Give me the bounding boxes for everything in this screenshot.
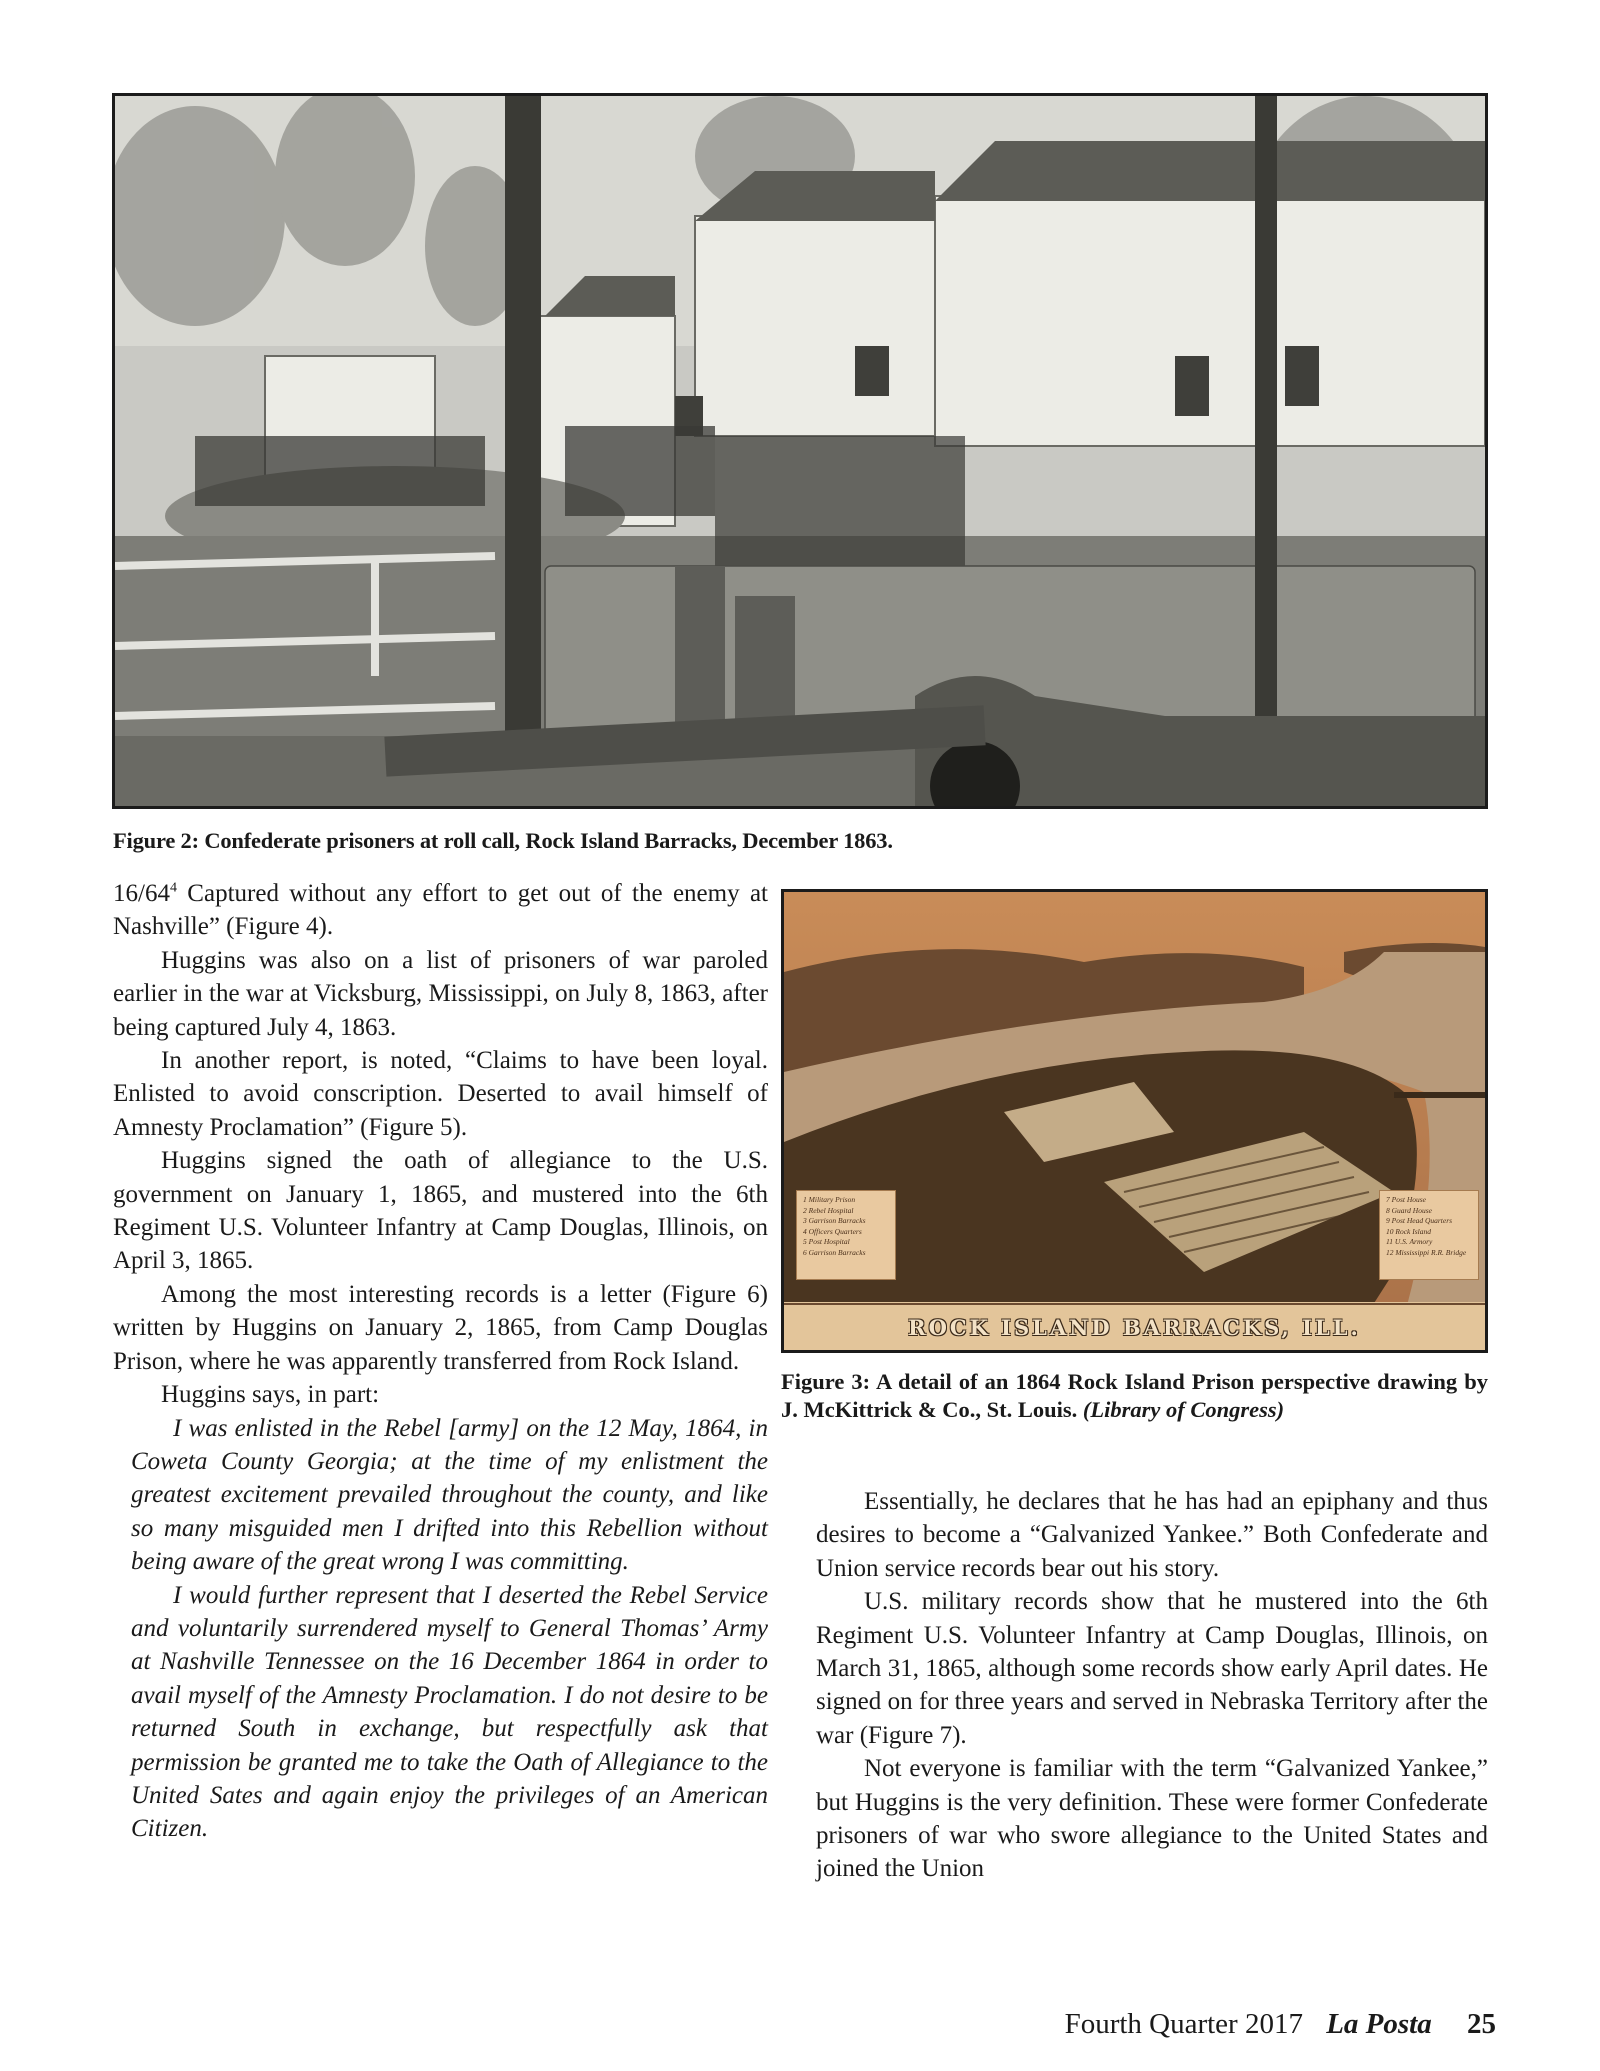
roll-call-photo-illustration <box>115 96 1485 806</box>
paragraph: Huggins was also on a list of prisoners of war paroled earlier in the war at Vicksburg, Mississippi, on July 8, 1863, after being captured July 4, 1863. <box>113 946 768 1041</box>
paragraph: Among the most interesting records is a letter (Figure 6) written by Huggins on January 2, 1865, from Camp Douglas Prison, where he was apparently transferred from Rock Island. <box>113 1280 768 1375</box>
block-quote: I would further represent that I deserted the Rebel Service and voluntarily surrendered myself to General Thomas’ Army at Nashville Tennessee on the 16 December 1864 in order to avail myself of the Amnesty Proclamation. I do not desire to be returned South in exchange, but respectfully ask that permission be granted me to take the Oath of Allegiance to the United Sates and again enjoy the privileges of an American Citizen. <box>131 1581 768 1843</box>
map-legend-right: 7 Post House 8 Guard House 9 Post Head Quarters 10 Rock Island 11 U.S. Armory 12 Mississippi R.R. Bridge <box>1379 1190 1479 1280</box>
issue-label: Fourth Quarter 2017 <box>1064 2008 1303 2040</box>
page-number: 25 <box>1467 2008 1496 2040</box>
image-credit: (Library of Congress) <box>1082 1397 1285 1422</box>
paragraph: Essentially, he declares that he has had an epiphany and thus desires to become a “Galvanized Yankee.” Both Confederate and Union service records bear out his story. <box>816 1488 1488 1582</box>
footnote-marker: 4 <box>169 880 177 896</box>
block-quote: I was enlisted in the Rebel [army] on the 12 May, 1864, in Coweta County Georgia; at the time of my enlistment the greatest excitement prevailed throughout the county, and like so many misguided men I drifted into this Rebellion without being aware of the great wrong I was committing. <box>131 1414 768 1576</box>
page-footer <box>1065 2008 1496 2041</box>
figure-3-drawing <box>781 889 1488 1353</box>
map-legend-left: 1 Military Prison 2 Rebel Hospital 3 Garrison Barracks 4 Officers Quarters 5 Post Hospital 6 Garrison Barracks <box>796 1190 896 1280</box>
figure-3-caption: Figure 3: A detail of an 1864 Rock Island Prison perspective drawing by J. McKittrick & Co., St. Louis. (Library of Congress) <box>781 1369 1488 1422</box>
right-text-column <box>816 1485 1488 1886</box>
paragraph: Huggins says, in part: <box>161 1381 380 1409</box>
figure-2-photo <box>112 93 1488 809</box>
left-text-column <box>113 877 768 1846</box>
paragraph: U.S. military records show that he mustered into the 6th Regiment U.S. Volunteer Infantry at Camp Douglas, Illinois, on March 31, 1865, although some records show early April dates. He signed on for three years and served in Nebraska Territory after the war (Figure 7). <box>816 1588 1488 1749</box>
rock-island-map-illustration <box>784 892 1485 1350</box>
paragraph: Huggins signed the oath of allegiance to the U.S. government on January 1, 1865, and mustered into the 6th Regiment U.S. Volunteer Infantry at Camp Douglas, Illinois, on April 3, 1865. <box>113 1147 768 1275</box>
paragraph: In another report, is noted, “Claims to have been loyal. Enlisted to avoid conscription. Deserted to avail himself of Amnesty Proclamation” (Figure 5). <box>113 1047 768 1141</box>
paragraph: Not everyone is familiar with the term “Galvanized Yankee,” but Huggins is the very definition. These were former Confederate prisoners of war who swore allegiance to the United States and joined the Union <box>816 1755 1488 1883</box>
paragraph: $16/64^4$ Captured without any effort to get out of the enemy at Nashville” (Figure 4). <box>113 880 768 941</box>
map-title: ROCK ISLAND BARRACKS, ILL. <box>908 1315 1361 1340</box>
publication-name: La Posta <box>1326 2008 1432 2040</box>
figure-2-caption: Figure 2: Confederate prisoners at roll call, Rock Island Barracks, December 1863. <box>113 828 893 853</box>
